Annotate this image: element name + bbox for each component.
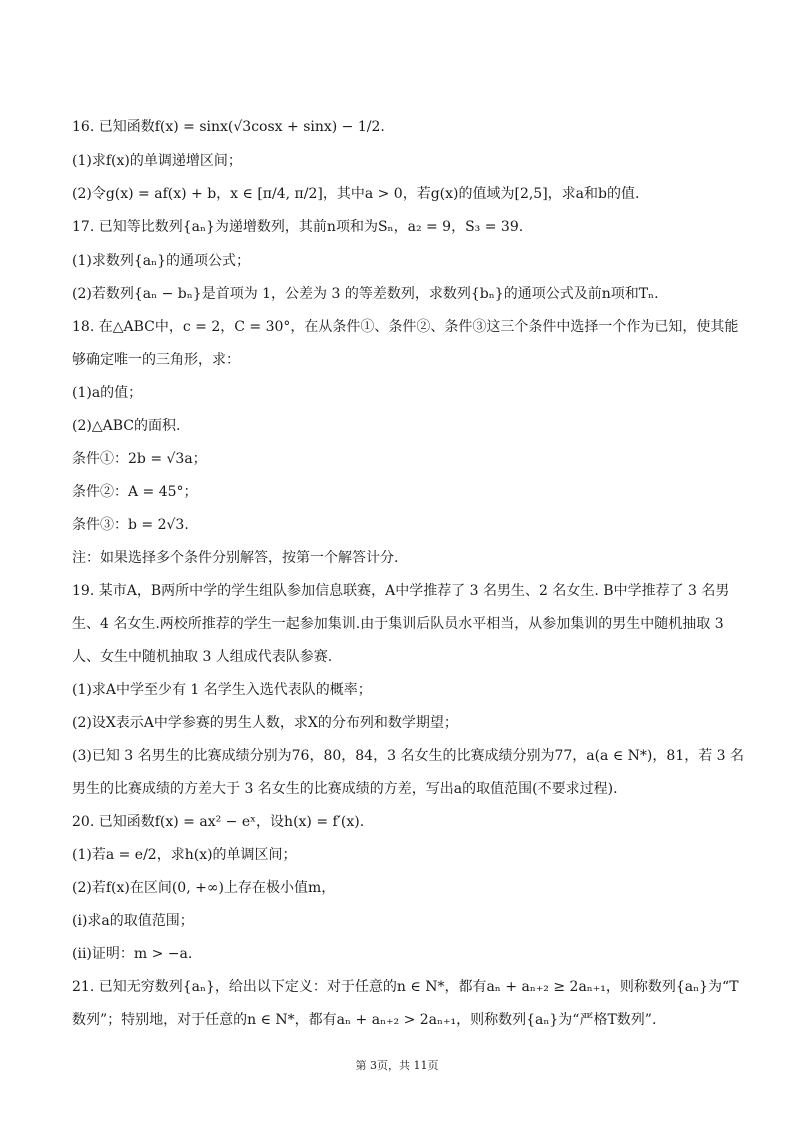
- q20-part2-ii: (ii)证明：m > −a.: [72, 946, 193, 962]
- q18-note: 注：如果选择多个条件分别解答，按第一个解答计分.: [72, 550, 399, 566]
- q17-part2: (2)若数列{aₙ − bₙ}是首项为 1，公差为 3 的等差数列，求数列{bₙ}的通项公式及前n项和Tₙ.: [72, 286, 659, 302]
- q20-part2: (2)若f(x)在区间(0, +∞)上存在极小值m，: [72, 880, 336, 896]
- q19-part1: (1)求A中学至少有 1 名学生入选代表队的概率；: [72, 682, 372, 698]
- q18-condition1: 条件①：2b = √3a；: [72, 451, 207, 467]
- q18-condition3: 条件③：b = 2√3.: [72, 517, 189, 533]
- q19-part3-line1: (3)已知 3 名男生的比赛成绩分别为76，80，84，3 名女生的比赛成绩分别为77，a(a ∈ N*)，81，若 3 名: [72, 748, 745, 764]
- q18-part1: (1)a的值；: [72, 385, 143, 401]
- q19-part3-line2: 男生的比赛成绩的方差大于 3 名女生的比赛成绩的方差，写出a的取值范围(不要求过程).: [72, 781, 618, 797]
- q16-stem: 16. 已知函数f(x) = sinx(√3cosx + sinx) − 1/2.: [72, 119, 385, 135]
- q17-part1: (1)求数列{aₙ}的通项公式；: [72, 253, 251, 269]
- q20-stem: 20. 已知函数f(x) = ax² − eˣ，设h(x) = f′(x).: [72, 814, 365, 830]
- q19-stem-line2: 生、4 名女生.两校所推荐的学生一起参加集训.由于集训后队员水平相当，从参加集训的男生中随机抽取 3: [72, 616, 724, 632]
- q18-stem-line2: 够确定唯一的三角形，求：: [72, 352, 240, 368]
- q20-part2-i: (i)求a的取值范围；: [72, 913, 194, 929]
- q19-stem-line3: 人、女生中随机抽取 3 人组成代表队参赛.: [72, 649, 333, 665]
- q21-stem-line2: 数列”；特别地，对于任意的n ∈ N*，都有aₙ + aₙ₊₂ > 2aₙ₊₁，则称数列{aₙ}为“严格T数列”.: [72, 1012, 657, 1028]
- q18-condition2: 条件②：A = 45°；: [72, 484, 198, 500]
- q19-part2: (2)设X表示A中学参赛的男生人数，求X的分布列和数学期望；: [72, 715, 458, 731]
- page-footer: 第 3页，共 11页: [355, 1059, 439, 1072]
- q16-part2: (2)令g(x) = af(x) + b，x ∈ [π/4, π/2]，其中a > 0，若g(x)的值域为[2,5]，求a和b的值.: [72, 186, 640, 202]
- q18-stem-line1: 18. 在△ABC中，c = 2，C = 30°，在从条件①、条件②、条件③这三个条件中选择一个作为已知，使其能: [72, 319, 739, 335]
- q19-stem-line1: 19. 某市A，B两所中学的学生组队参加信息联赛，A中学推荐了 3 名男生、2 名女生. B中学推荐了 3 名男: [72, 583, 730, 599]
- q20-part1: (1)若a = e/2，求h(x)的单调区间；: [72, 847, 297, 863]
- q16-part1: (1)求f(x)的单调递增区间；: [72, 153, 242, 169]
- q21-stem-line1: 21. 已知无穷数列{aₙ}，给出以下定义：对于任意的n ∈ N*，都有aₙ + aₙ₊₂ ≥ 2aₙ₊₁，则称数列{aₙ}为“T: [72, 979, 739, 995]
- q17-stem: 17. 已知等比数列{aₙ}为递增数列，其前n项和为Sₙ，a₂ = 9，S₃ = 39.: [72, 219, 524, 235]
- q18-part2: (2)△ABC的面积.: [72, 418, 181, 434]
